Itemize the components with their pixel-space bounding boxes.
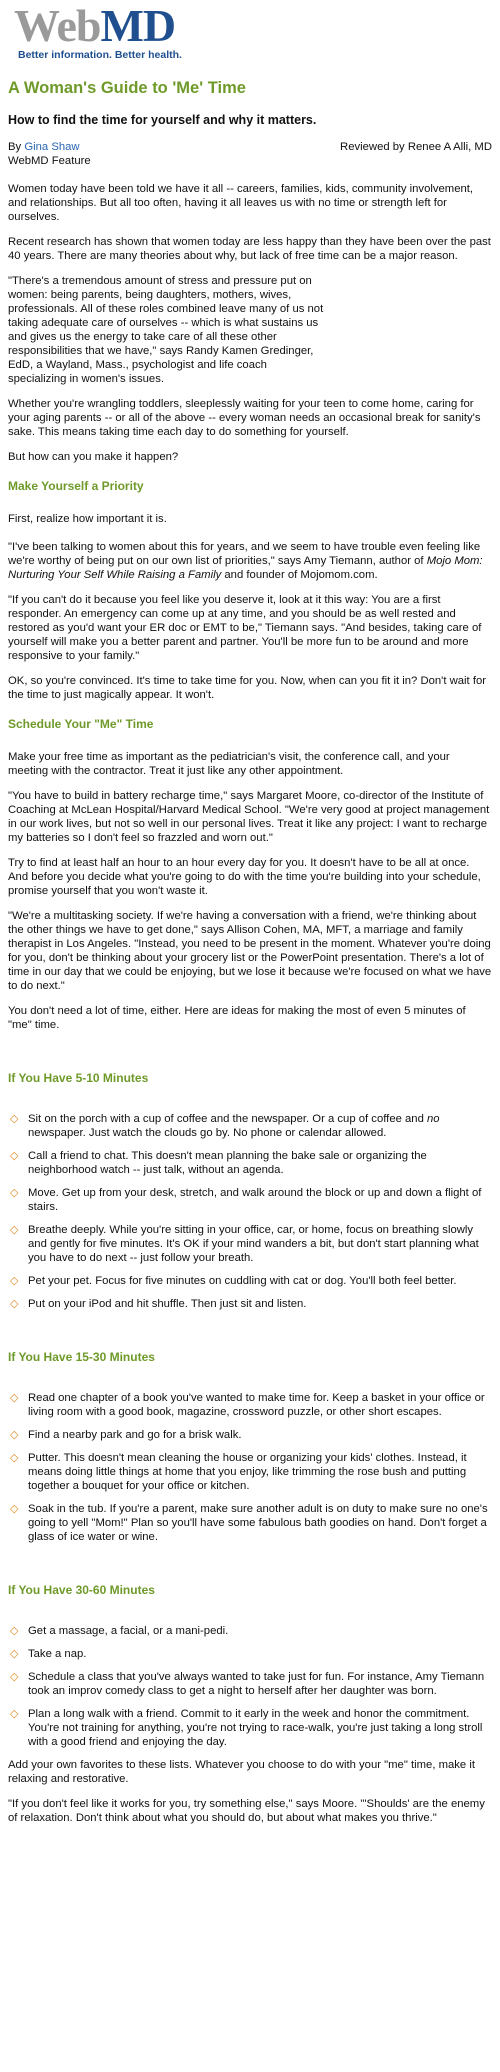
- diamond-bullet-icon: ◇: [10, 1671, 19, 1683]
- author-line: [8, 140, 80, 154]
- heading-30-60-minutes: If You Have 30-60 Minutes: [8, 1583, 155, 1597]
- list-item-text: Sit on the porch with a cup of coffee and the newspaper. Or a cup of coffee and: [28, 1113, 428, 1125]
- list-item: [8, 1223, 492, 1265]
- article-title: A Woman's Guide to 'Me' Time: [8, 79, 246, 97]
- list-item: [8, 1502, 492, 1544]
- list-15-30-minutes: [8, 1391, 492, 1544]
- diamond-bullet-icon: ◇: [10, 1150, 19, 1162]
- diamond-bullet-icon: ◇: [10, 1708, 19, 1720]
- by-label: By: [8, 141, 22, 153]
- diamond-bullet-icon: ◇: [10, 1275, 19, 1287]
- list-item: [8, 1186, 492, 1214]
- list-item: [8, 1391, 492, 1419]
- book-title: Mojo Mom: Nurturing Your Self While Raising a Family: [8, 555, 483, 581]
- list-item: [8, 1149, 492, 1177]
- list-item-text: Putter. This doesn't mean cleaning the house or organizing your kids' clothes. Instead, it means doing little things at home that you enjoy, like trimming the rose bush and putting together a bouquet for your office or kitchen.: [28, 1452, 467, 1492]
- diamond-bullet-icon: ◇: [10, 1452, 19, 1464]
- list-item: [8, 1428, 492, 1442]
- list-5-10-minutes: [8, 1112, 492, 1311]
- list-item-text: Move. Get up from your desk, stretch, and walk around the block or up and down a flight of stairs.: [28, 1187, 482, 1213]
- intro-paragraph: Women today have been told we have it all -- careers, families, kids, community involvement, and relationships. But all too often, having it all leaves us with no time or strength left for ourselves.: [8, 183, 474, 223]
- list-30-60-minutes: [8, 1624, 492, 1749]
- heading-15-30-minutes: If You Have 15-30 Minutes: [8, 1350, 155, 1364]
- byline: [8, 140, 492, 154]
- diamond-bullet-icon: ◇: [10, 1503, 19, 1515]
- gredinger-quote: "There's a tremendous amount of stress and pressure put on women: being parents, being daughters, mothers, wives, professionals. All of these roles combined leave many of us not taking adequate care of ourselves -- which is what sustains us and gives us the energy to take care of all these other responsibilities that we have," says Randy Kamen Gredinger, EdD, a Wayland, Mass., psychologist and life coach specializing in women's issues.: [8, 275, 324, 385]
- list-item: [8, 1297, 492, 1311]
- priority-paragraph: First, realize how important it is.: [8, 513, 167, 525]
- logo-web: Web: [14, 0, 101, 51]
- list-item-text: Call a friend to chat. This doesn't mean planning the bake sale or organizing the neighborhood watch -- just talk, without an agenda.: [28, 1150, 427, 1176]
- list-item-text: Get a massage, a facial, or a mani-pedi.: [28, 1625, 229, 1637]
- ideas-paragraph: You don't need a lot of time, either. Here are ideas for making the most of even 5 minutes of "me" time.: [8, 1005, 466, 1031]
- diamond-bullet-icon: ◇: [10, 1429, 19, 1441]
- diamond-bullet-icon: ◇: [10, 1392, 19, 1404]
- first-responder-paragraph: "If you can't do it because you feel like you deserve it, look at it this way: You are a first responder. An emergency can come up at any time, and you should be as well rested and restored as you'd want your ER doc or EMT to be," Tiemann says. "And besides, taking care of yourself will make you a better parent and partner. You'll be more fun to be around and more responsive to your family.": [8, 594, 482, 662]
- heading-5-10-minutes: If You Have 5-10 Minutes: [8, 1071, 149, 1085]
- convinced-paragraph: OK, so you're convinced. It's time to take time for you. Now, when can you fit it in? Don't wait for the time to just magically appear. It won't.: [8, 675, 487, 701]
- list-item-text: Breathe deeply. While you're sitting in your office, car, or home, focus on breathing slowly and gently for five minutes. It's OK if your mind wanders a bit, but don't start planning what you have to do next -- just follow your breath.: [28, 1224, 479, 1264]
- diamond-bullet-icon: ◇: [10, 1113, 19, 1125]
- diamond-bullet-icon: ◇: [10, 1625, 19, 1637]
- diamond-bullet-icon: ◇: [10, 1187, 19, 1199]
- logo-wordmark: [14, 0, 175, 52]
- cohen-quote: "We're a multitasking society. If we're having a conversation with a friend, we're thinking about the other things we have to get done," says Allison Cohen, MA, MFT, a marriage and family therapist in Los Angeles. "Instead, you need to be present in the moment. Whatever you're doing for you, don't be thinking about your grocery list or the PowerPoint presentation. There's a lot of time in our day that we could be enjoying, but we lose it because we're focused on what we have to do next.": [8, 910, 492, 992]
- reviewer: Reviewed by Renee A Alli, MD: [340, 141, 492, 153]
- intro-paragraph: Recent research has shown that women today are less happy than they have been over the past 40 years. There are many theories about why, but lack of free time can be a major reason.: [8, 236, 491, 262]
- list-item: [8, 1451, 492, 1493]
- author-link[interactable]: Gina Shaw: [24, 141, 80, 153]
- tiemann-quote-text: "I've been talking to women about this for years, and we seem to have trouble even feeling like we're worthy of being put on our own list of priorities," says Amy Tiemann, author of: [8, 541, 481, 567]
- logo-tagline: Better information. Better health.: [18, 49, 182, 61]
- list-item-text: Plan a long walk with a friend. Commit to it early in the week and honor the commitment. You're not training for anything, you're not trying to race-walk, you're just taking a long stroll with a good friend and enjoying the day.: [28, 1708, 483, 1748]
- moore-closing-quote: "If you don't feel like it works for you, try something else," says Moore. "'Shoulds' are the enemy of relaxation. Don't think about what you should do, but about what makes you thrive.": [8, 1798, 485, 1824]
- list-item: [8, 1670, 492, 1698]
- list-item: [8, 1274, 492, 1288]
- moore-quote: "You have to build in battery recharge time," says Margaret Moore, co-director of the Institute of Coaching at McLean Hospital/Harvard Medical School. "We're very good at project management in our work lives, but not so well in our personal lives. Treat it like any project: I want to recharge my batteries so I don't feel so frazzled and worn out.": [8, 790, 490, 844]
- half-hour-paragraph: Try to find at least half an hour to an hour every day for you. It doesn't have to be all at once. And before you decide what you're going to do with the time you're building into your schedule, promise yourself that you won't waste it.: [8, 857, 481, 897]
- list-item: [8, 1647, 492, 1661]
- favorites-paragraph: Add your own favorites to these lists. Whatever you choose to do with your "me" time, make it relaxing and restorative.: [8, 1759, 476, 1785]
- list-item-text: Read one chapter of a book you've wanted to make time for. Keep a basket in your office or living room with a good book, magazine, crossword puzzle, or other short escapes.: [28, 1392, 485, 1418]
- webmd-logo[interactable]: [8, 0, 492, 62]
- list-item-text: Find a nearby park and go for a brisk walk.: [28, 1429, 242, 1441]
- heading-schedule-me-time: Schedule Your "Me" Time: [8, 717, 154, 731]
- emphasis-no: no: [427, 1113, 440, 1125]
- list-item-text: Put on your iPod and hit shuffle. Then just sit and listen.: [28, 1298, 307, 1310]
- diamond-bullet-icon: ◇: [10, 1298, 19, 1310]
- list-item: [8, 1707, 492, 1749]
- diamond-bullet-icon: ◇: [10, 1648, 19, 1660]
- list-item-text: Schedule a class that you've always wanted to take just for fun. For instance, Amy Tiemann took an improv comedy class to get a night to herself after her daughter was born.: [28, 1671, 485, 1697]
- article-subtitle: How to find the time for yourself and why it matters.: [8, 113, 317, 127]
- list-item: [8, 1112, 492, 1140]
- schedule-paragraph: Make your free time as important as the pediatrician's visit, the conference call, and your meeting with the contractor. Treat it just like any other appointment.: [8, 751, 450, 777]
- tiemann-quote: [8, 540, 492, 582]
- logo-md: MD: [100, 0, 176, 51]
- list-item-text: Pet your pet. Focus for five minutes on cuddling with cat or dog. You'll both feel better.: [28, 1275, 457, 1287]
- list-item-text: Take a nap.: [28, 1648, 87, 1660]
- wrangling-paragraph: Whether you're wrangling toddlers, sleeplessly waiting for your teen to come home, caring for your aging parents -- or all of the above -- every woman needs an occasional break for sanity's sake. This means taking time each day to do something for yourself.: [8, 398, 481, 438]
- list-item-text-end: newspaper. Just watch the clouds go by. No phone or calendar allowed.: [28, 1127, 387, 1139]
- heading-make-yourself-priority: Make Yourself a Priority: [8, 479, 144, 493]
- diamond-bullet-icon: ◇: [10, 1224, 19, 1236]
- list-item: [8, 1624, 492, 1638]
- feature-label: WebMD Feature: [8, 155, 91, 167]
- tiemann-quote-end: and founder of Mojomom.com.: [221, 569, 378, 581]
- list-item-text: Soak in the tub. If you're a parent, make sure another adult is on duty to make sure no one's going to yell "Mom!" Plan so you'll have some fabulous bath goodies on hand. Don't forget a glass of ice water or wine.: [28, 1503, 488, 1543]
- how-paragraph: But how can you make it happen?: [8, 451, 179, 463]
